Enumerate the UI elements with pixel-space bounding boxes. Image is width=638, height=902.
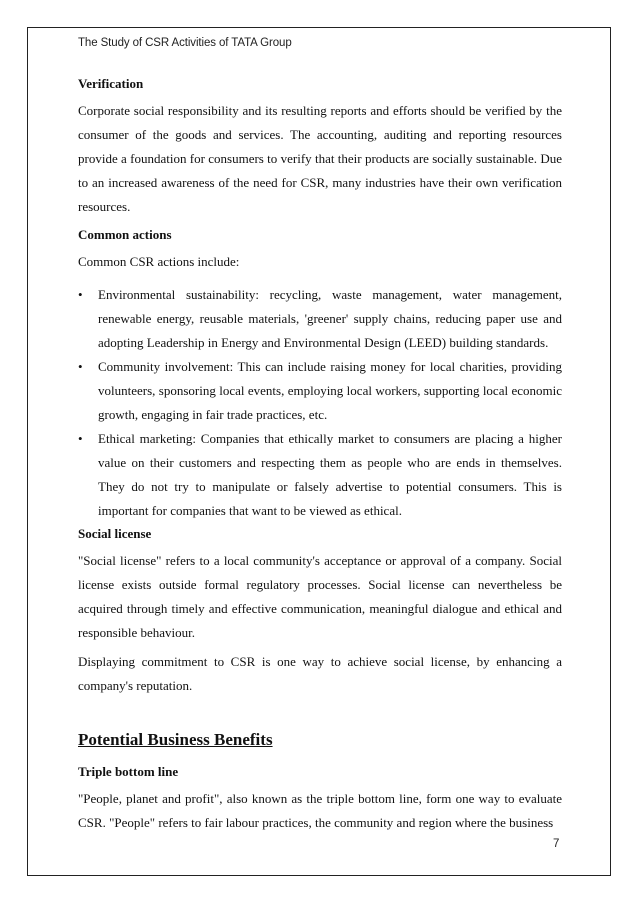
bullet-icon: • — [78, 431, 83, 446]
heading-social-license: Social license — [78, 526, 152, 541]
bullet-icon: • — [78, 287, 83, 302]
heading-triple-bottom-line: Triple bottom line — [78, 764, 179, 779]
list-item-text: Ethical marketing: Companies that ethically market to consumers are placing a higher value on their customers and respecting them as people who are ends in themselves. They do not try to manipulate or falsely advertise to potential consumers. This is important for companies that want to be viewed as ethical. — [98, 431, 562, 518]
paragraph-social-license-2: Displaying commitment to CSR is one way to achieve social license, by enhancing a company's reputation. — [78, 654, 562, 693]
list-item — [78, 427, 562, 523]
common-actions-list — [78, 283, 562, 523]
heading-verification: Verification — [78, 76, 144, 91]
running-header: The Study of CSR Activities of TATA Group — [78, 37, 292, 49]
list-item-text: Community involvement: This can include raising money for local charities, providing volunteers, sponsoring local events, employing local workers, supporting local economic growth, engaging in fair trade practices, etc. — [98, 359, 562, 422]
page-number: 7 — [553, 838, 560, 850]
bullet-icon: • — [78, 359, 83, 374]
paragraph-triple-bottom-line: "People, planet and profit", also known as the triple bottom line, form one way to evaluate CSR. "People" refers to fair labour practices, the community and region where the business — [78, 791, 562, 830]
list-item — [78, 355, 562, 427]
paragraph-verification: Corporate social responsibility and its resulting reports and efforts should be verified by the consumer of the goods and services. The accounting, auditing and reporting resources provide a foundation for consumers to verify that their products are socially sustainable. Due to an increased awareness of the need for CSR, many industries have their own verification resources. — [78, 103, 562, 214]
paragraph-common-actions-intro: Common CSR actions include: — [78, 254, 240, 269]
heading-potential-business-benefits: Potential Business Benefits — [78, 730, 273, 749]
list-item — [78, 283, 562, 355]
paragraph-social-license-1: "Social license" refers to a local community's acceptance or approval of a company. Social license exists outside formal regulatory processes. Social license can nevertheless be acquired through timely and effective communication, meaningful dialogue and ethical and responsible behaviour. — [78, 553, 562, 640]
heading-common-actions: Common actions — [78, 227, 172, 242]
page-content — [78, 73, 562, 835]
list-item-text: Environmental sustainability: recycling, waste management, water management, renewable energy, reusable materials, 'greener' supply chains, reducing paper use and adopting Leadership in Energy and Environmental Design (LEED) building standards. — [98, 287, 562, 350]
